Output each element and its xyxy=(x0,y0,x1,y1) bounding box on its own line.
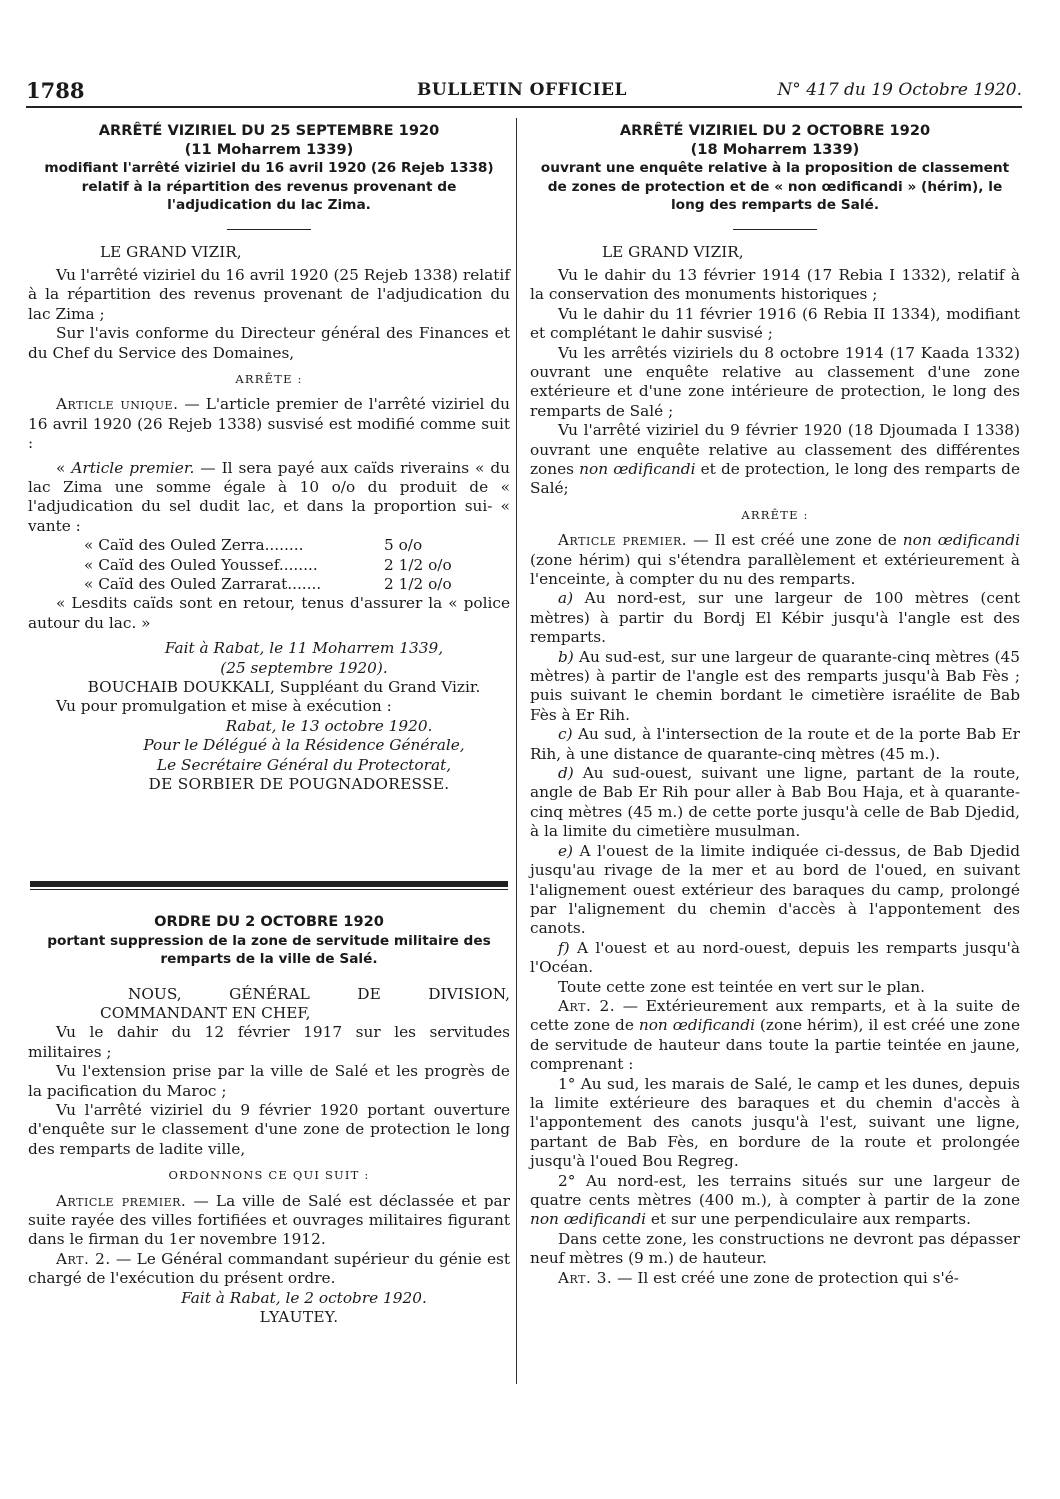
numbered-item: 1° Au sud, les marais de Salé, le camp et les dunes, depuis la limite extérieure des baraques et du chemin d'accès à l'appontement des canots jusqu'à l'est, suivant une ligne, partant de Bab Fès, en bordure de la route et prolongée jusqu'à l'oued Bou Regreg. xyxy=(530,1074,1020,1171)
zone-item-e xyxy=(530,842,1020,939)
item-label: b) xyxy=(558,647,574,666)
order-subtitle: portant suppression de la zone de servitude militaire des remparts de la ville de Salé. xyxy=(47,932,491,967)
article-label: Art. 2. xyxy=(558,996,616,1015)
bulletin-title: BULLETIN OFFICIEL xyxy=(417,80,627,100)
recital-paragraph: Vu le dahir du 13 février 1914 (17 Rebia I 1332), relatif à la conservation des monuments historiques ; xyxy=(530,265,1020,304)
section-rule xyxy=(733,229,817,230)
article-text: (zone hérim) qui s'étendra parallèlement et extérieurement à l'enceinte, à compter du nu des remparts. xyxy=(530,550,1020,588)
ordonnons-heading: ORDONNONS CE QUI SUIT : xyxy=(168,1168,370,1183)
issue-number: N° 417 du 19 Octobre 1920. xyxy=(777,80,1022,100)
article-paragraph xyxy=(28,1192,510,1250)
signatory: BOUCHAIB DOUKKALI, Suppléant du Grand Vizir. xyxy=(87,678,481,697)
decree-subtitle: ouvrant une enquête relative à la proposition de classement de zones de protection et de « non œdificandi » (hérim), le long des remparts de Salé. xyxy=(540,160,1010,213)
article-text: — Il est créé une zone de xyxy=(687,531,903,550)
article-label: Article unique. xyxy=(56,395,179,414)
right-column xyxy=(530,122,1020,1288)
latin-term: non œdificandi xyxy=(579,459,696,478)
zone-item-b xyxy=(530,648,1020,726)
decree-hijri-date: (11 Moharrem 1339) xyxy=(184,140,354,158)
article-text: — Il est créé une zone de protection qui s'é- xyxy=(612,1268,959,1287)
item-text: Au sud-ouest, suivant une ligne, partant de la route, angle de Bab Er Rih pour aller à Bab Bou Haja, et à quarante-cinq mètres (45 m.) de cette porte jusqu'à celle de Bab Djedid, à la limite du cimetière musulman. xyxy=(530,764,1020,841)
recital-paragraph: Vu les arrêtés viziriels du 8 octobre 1914 (17 Kaada 1332) ouvrant une enquête relative au classement d'une zone extérieure et d'une zone intérieure de protection, le long des remparts de Salé ; xyxy=(530,343,1020,420)
recital-paragraph: Vu le dahir du 12 février 1917 sur les servitudes militaires ; xyxy=(28,1023,510,1061)
caid-name: « Caïd des Ouled Zarrarat....... xyxy=(84,575,322,593)
item-label: e) xyxy=(558,841,574,860)
recital-text: et de protection, le long des remparts de Salé; xyxy=(530,459,1021,498)
caid-name: « Caïd des Ouled Youssef........ xyxy=(84,555,318,574)
authority-heading: LE GRAND VIZIR, xyxy=(100,242,242,261)
done-at-date: (25 septembre 1920). xyxy=(220,658,388,677)
zone-item-a xyxy=(530,589,1020,647)
item-text: et sur une perpendiculaire aux remparts. xyxy=(646,1210,971,1229)
article-label: Art. 3. xyxy=(558,1268,613,1287)
recital-paragraph: Sur l'avis conforme du Directeur général des Finances et du Chef du Service des Domaines, xyxy=(28,324,510,362)
recital-text: Vu l'arrêté viziriel du 9 février 1920 (18 Djoumada I 1338) ouvrant une enquête relative au classement des différentes zones xyxy=(530,421,1020,478)
article-text: — L'article premier de l'arrêté viziriel du 16 avril 1920 (26 Rejeb 1338) susvisé est modifié comme suit : xyxy=(28,395,510,453)
article-text: — Extérieurement aux remparts, et à la suite de cette zone de xyxy=(530,996,1021,1035)
caid-name: « Caïd des Ouled Zerra........ xyxy=(84,536,304,555)
article-label: Article premier. xyxy=(558,531,688,550)
column-divider xyxy=(516,118,517,1384)
latin-term: non œdificandi xyxy=(638,1016,755,1035)
article-paragraph xyxy=(28,395,510,453)
arrete-heading: ARRÊTE : xyxy=(235,371,303,386)
item-text: Au nord-est, sur une largeur de 100 mètres (cent mètres) à partir du Bordj El Kébir jusqu'à l'angle est des remparts. xyxy=(530,589,1020,647)
numbered-item xyxy=(530,1172,1020,1230)
decree-title: ARRÊTÉ VIZIRIEL DU 2 OCTOBRE 1920 xyxy=(619,122,931,139)
decree-hijri-date: (18 Moharrem 1339) xyxy=(690,140,860,158)
item-label: f) xyxy=(558,938,570,957)
article-text: — Le Général commandant supérieur du génie est chargé de l'exécution du présent ordre. xyxy=(28,1249,510,1288)
recital-paragraph: Vu l'arrêté viziriel du 9 février 1920 portant ouverture d'enquête sur le classement d'une zone de protection le long des remparts de ladite ville, xyxy=(28,1100,510,1158)
promulgation-line: Vu pour promulgation et mise à exécution : xyxy=(56,697,392,716)
quoted-article: « Article premier. — Il sera payé aux caïds riverains « du lac Zima une somme égale à 10 o/o du produit de « l'adjudication du sel dudit lac, et dans la proportion sui- « vante : xyxy=(28,458,510,535)
latin-term: non œdificandi xyxy=(530,1210,647,1229)
item-text: Au sud, à l'intersection de la route et de la porte Bab Er Rih, à une distance de quarante-cinq mètres (45 m.). xyxy=(530,725,1020,763)
separator-thick-rule xyxy=(30,881,508,887)
recital-paragraph: Vu l'extension prise par la ville de Salé et les progrès de la pacification du Maroc ; xyxy=(28,1062,510,1100)
separator-thin-rule xyxy=(30,889,508,890)
running-header xyxy=(22,78,1022,108)
section-rule xyxy=(227,229,311,230)
article-paragraph xyxy=(530,531,1020,589)
item-text: 2° Au nord-est, les terrains situés sur une largeur de quatre cents mètres (400 m.), à compter à partir de la zone xyxy=(530,1171,1020,1209)
page-number: 1788 xyxy=(26,78,85,103)
item-label: c) xyxy=(558,725,573,744)
article-paragraph xyxy=(28,1250,510,1289)
authority-heading: LE GRAND VIZIR, xyxy=(602,242,744,261)
order-section xyxy=(28,913,510,1327)
latin-term: non œdificandi xyxy=(902,531,1020,550)
article-label: Art. 2. xyxy=(56,1249,111,1268)
arrete-heading: ARRÊTE : xyxy=(741,507,809,522)
item-label: a) xyxy=(558,589,574,608)
caid-share: 5 o/o xyxy=(384,536,423,555)
recital-paragraph: Vu l'arrêté viziriel du 16 avril 1920 (25 Rejeb 1338) relatif à la répartition des revenus provenant de l'adjudication du lac Zima ; xyxy=(28,265,510,323)
decree-title: ARRÊTÉ VIZIRIEL DU 25 SEPTEMBRE 1920 xyxy=(98,122,440,139)
secretary-line: Le Secrétaire Général du Protectorat, xyxy=(156,755,452,774)
left-column xyxy=(28,122,510,794)
order-authority: NOUS, GÉNÉRAL DE DIVISION, COMMANDANT EN CHEF, xyxy=(100,984,510,1022)
signatory: LYAUTEY. xyxy=(259,1308,339,1326)
delegate-line: Pour le Délégué à la Résidence Générale, xyxy=(143,736,465,755)
secretary-signature: DE SORBIER DE POUGNADORESSE. xyxy=(148,775,450,794)
article-text: — La ville de Salé est déclassée et par suite rayée des villes fortifiées et ouvrages militaires figurant dans le firman du 1er novembre 1912. xyxy=(28,1191,510,1249)
header-rule xyxy=(26,106,1022,108)
zone-item-d xyxy=(530,764,1020,842)
recital-paragraph xyxy=(530,421,1020,499)
distribution-row xyxy=(28,575,510,594)
article-paragraph xyxy=(530,1269,1020,1288)
item-text: A l'ouest et au nord-ouest, depuis les remparts jusqu'à l'Océan. xyxy=(530,938,1020,977)
item-label: d) xyxy=(558,764,574,783)
height-limit-paragraph: Dans cette zone, les constructions ne devront pas dépasser neuf mètres (9 m.) de hauteur. xyxy=(530,1229,1020,1268)
recital-paragraph: Vu le dahir du 11 février 1916 (6 Rebia II 1334), modifiant et complétant le dahir susvisé ; xyxy=(530,304,1020,343)
item-text: A l'ouest de la limite indiquée ci-dessus, de Bab Djedid jusqu'au rivage de la mer et au bord de l'oued, en suivant l'alignement ouest extérieur des baraques du camp, prolongé par l'alignement du chemin d'accès à l'appontement des canots. xyxy=(530,841,1020,938)
decree-subtitle: modifiant l'arrêté viziriel du 16 avril 1920 (26 Rejeb 1338) relatif à la répartition des revenus provenant de l'adjudication du lac Zima. xyxy=(44,160,494,213)
quoted-article-end: « Lesdits caïds sont en retour, tenus d'assurer la « police autour du lac. » xyxy=(28,594,510,632)
done-at-line: Fait à Rabat, le 11 Moharrem 1339, xyxy=(164,639,444,658)
order-title: ORDRE DU 2 OCTOBRE 1920 xyxy=(154,913,384,930)
zone-item-f xyxy=(530,939,1020,978)
caid-share: 2 1/2 o/o xyxy=(384,555,452,574)
caid-share: 2 1/2 o/o xyxy=(384,575,452,593)
plan-note: Toute cette zone est teintée en vert sur le plan. xyxy=(558,977,925,996)
article-text: (zone hérim), il est créé une zone de servitude de hauteur dans toute la partie teintée en jaune, comprenant : xyxy=(530,1016,1020,1074)
distribution-row xyxy=(28,556,510,575)
zone-item-c xyxy=(530,725,1020,764)
done-at-line: Fait à Rabat, le 2 octobre 1920. xyxy=(181,1288,427,1307)
article-paragraph xyxy=(530,997,1020,1075)
article-label: Article premier. xyxy=(56,1191,187,1210)
promulgation-date: Rabat, le 13 octobre 1920. xyxy=(225,716,433,735)
quoted-article-text: — Il sera payé aux caïds riverains « du lac Zima une somme égale à 10 o/o du produit de « l'adjudication du sel dudit lac, et dans la proportion sui- « vante : xyxy=(28,458,510,535)
distribution-row xyxy=(28,536,510,555)
item-text: Au sud-est, sur une largeur de quarante-cinq mètres (45 mètres) à partir de l'angle est des remparts jusqu'à Bab Fès ; puis suivant le chemin bordant le cimetière israélite de Bab Fès à Er Rih. xyxy=(530,647,1020,724)
quoted-article-label: Article premier. xyxy=(71,458,195,477)
